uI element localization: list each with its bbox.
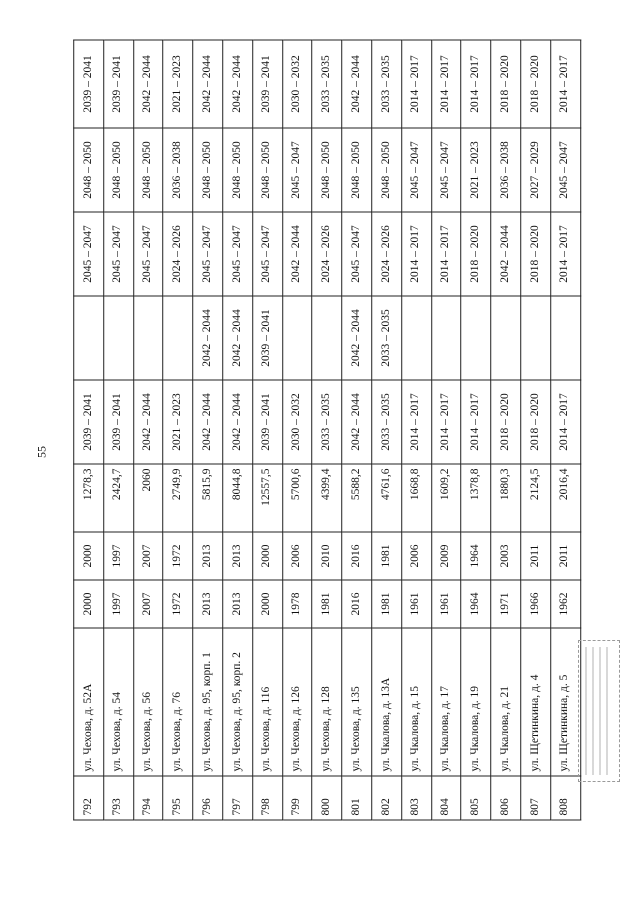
page-number: 55 [34, 446, 49, 458]
period-cell: 2014 – 2017 [461, 40, 491, 128]
period-cell: 2018 – 2020 [521, 212, 551, 296]
period-cell: 2021 – 2023 [461, 128, 491, 212]
year-cell: 2010 [312, 532, 342, 580]
year-cell: 1972 [163, 532, 193, 580]
period-cell: 2045 – 2047 [74, 212, 104, 296]
area-cell: 1278,3 [74, 464, 104, 532]
row-number: 795 [163, 776, 193, 820]
address-cell: ул. Чехова, д. 126 [282, 628, 312, 776]
table-row [431, 40, 461, 820]
period-cell: 2045 – 2047 [431, 128, 461, 212]
address-cell: ул. Чкалова, д. 13А [372, 628, 402, 776]
year-cell: 2006 [401, 532, 431, 580]
period-cell: 2033 – 2035 [372, 380, 402, 464]
year-cell: 2011 [550, 532, 580, 580]
period-cell [282, 296, 312, 380]
table-row [342, 40, 372, 820]
year-cell: 2007 [133, 532, 163, 580]
year-built-cell: 2013 [223, 580, 253, 628]
period-cell: 2045 – 2047 [223, 212, 253, 296]
period-cell: 2014 – 2017 [401, 212, 431, 296]
period-cell: 2036 – 2038 [491, 128, 521, 212]
table-container [82, 40, 572, 820]
address-cell: ул. Чехова, д. 56 [133, 628, 163, 776]
period-cell: 2048 – 2050 [104, 128, 134, 212]
year-built-cell: 2016 [342, 580, 372, 628]
period-cell: 2014 – 2017 [550, 380, 580, 464]
area-cell: 4399,4 [312, 464, 342, 532]
period-cell: 2033 – 2035 [312, 380, 342, 464]
year-built-cell: 1978 [282, 580, 312, 628]
period-cell [401, 296, 431, 380]
table-row [193, 40, 223, 820]
table-row [372, 40, 402, 820]
period-cell [104, 296, 134, 380]
period-cell: 2045 – 2047 [253, 212, 283, 296]
year-built-cell: 1972 [163, 580, 193, 628]
year-built-cell: 1962 [550, 580, 580, 628]
period-cell: 2045 – 2047 [401, 128, 431, 212]
year-cell: 2000 [253, 532, 283, 580]
year-built-cell: 1981 [372, 580, 402, 628]
table-body [74, 40, 581, 820]
period-cell: 2014 – 2017 [550, 40, 580, 128]
period-cell: 2033 – 2035 [372, 296, 402, 380]
period-cell: 2024 – 2026 [163, 212, 193, 296]
period-cell: 2042 – 2044 [223, 380, 253, 464]
area-cell: 2060 [133, 464, 163, 532]
period-cell: 2042 – 2044 [133, 380, 163, 464]
period-cell: 2018 – 2020 [491, 40, 521, 128]
year-cell: 2013 [193, 532, 223, 580]
area-cell: 5700,6 [282, 464, 312, 532]
period-cell: 2045 – 2047 [133, 212, 163, 296]
row-number: 802 [372, 776, 402, 820]
period-cell: 2042 – 2044 [342, 40, 372, 128]
address-cell: ул. Чкалова, д. 17 [431, 628, 461, 776]
period-cell: 2048 – 2050 [74, 128, 104, 212]
row-number: 806 [491, 776, 521, 820]
year-built-cell: 2000 [253, 580, 283, 628]
period-cell [74, 296, 104, 380]
period-cell: 2030 – 2032 [282, 380, 312, 464]
period-cell: 2039 – 2041 [253, 40, 283, 128]
period-cell: 2039 – 2041 [74, 40, 104, 128]
table-row [312, 40, 342, 820]
area-cell: 8044,8 [223, 464, 253, 532]
period-cell: 2039 – 2041 [104, 380, 134, 464]
period-cell: 2018 – 2020 [491, 380, 521, 464]
area-cell: 5815,9 [193, 464, 223, 532]
area-cell: 5588,2 [342, 464, 372, 532]
period-cell: 2024 – 2026 [372, 212, 402, 296]
period-cell: 2042 – 2044 [223, 296, 253, 380]
address-cell: ул. Чехова, д. 76 [163, 628, 193, 776]
period-cell: 2048 – 2050 [342, 128, 372, 212]
row-number: 807 [521, 776, 551, 820]
address-cell: ул. Чехова, д. 95, корп. 1 [193, 628, 223, 776]
table-row [401, 40, 431, 820]
period-cell: 2048 – 2050 [193, 128, 223, 212]
row-number: 799 [282, 776, 312, 820]
row-number: 805 [461, 776, 491, 820]
period-cell: 2045 – 2047 [550, 128, 580, 212]
period-cell [461, 296, 491, 380]
area-cell: 12557,5 [253, 464, 283, 532]
address-cell: ул. Чкалова, д. 15 [401, 628, 431, 776]
period-cell: 2039 – 2041 [253, 380, 283, 464]
year-built-cell: 1981 [312, 580, 342, 628]
period-cell: 2042 – 2044 [193, 40, 223, 128]
area-cell: 2424,7 [104, 464, 134, 532]
period-cell: 2014 – 2017 [401, 40, 431, 128]
period-cell [521, 296, 551, 380]
period-cell: 2039 – 2041 [74, 380, 104, 464]
year-cell: 2016 [342, 532, 372, 580]
period-cell [550, 296, 580, 380]
period-cell: 2024 – 2026 [312, 212, 342, 296]
year-built-cell: 2007 [133, 580, 163, 628]
period-cell: 2045 – 2047 [282, 128, 312, 212]
year-built-cell: 2000 [74, 580, 104, 628]
address-cell: ул. Чехова, д. 52А [74, 628, 104, 776]
period-cell: 2042 – 2044 [282, 212, 312, 296]
period-cell [163, 296, 193, 380]
period-cell: 2014 – 2017 [401, 380, 431, 464]
period-cell: 2048 – 2050 [372, 128, 402, 212]
year-built-cell: 1997 [104, 580, 134, 628]
period-cell: 2033 – 2035 [372, 40, 402, 128]
table-row [491, 40, 521, 820]
area-cell: 1378,8 [461, 464, 491, 532]
period-cell: 2048 – 2050 [312, 128, 342, 212]
address-cell: ул. Чехова, д. 116 [253, 628, 283, 776]
row-number: 801 [342, 776, 372, 820]
row-number: 793 [104, 776, 134, 820]
period-cell: 2042 – 2044 [193, 296, 223, 380]
year-built-cell: 1971 [491, 580, 521, 628]
year-built-cell: 1961 [401, 580, 431, 628]
period-cell: 2014 – 2017 [461, 380, 491, 464]
table-row [282, 40, 312, 820]
period-cell: 2039 – 2041 [104, 40, 134, 128]
area-cell: 1880,3 [491, 464, 521, 532]
year-cell: 2011 [521, 532, 551, 580]
row-number: 803 [401, 776, 431, 820]
period-cell: 2042 – 2044 [193, 380, 223, 464]
year-cell: 1981 [372, 532, 402, 580]
area-cell: 1609,2 [431, 464, 461, 532]
year-built-cell: 2013 [193, 580, 223, 628]
period-cell: 2033 – 2035 [312, 40, 342, 128]
period-cell [491, 296, 521, 380]
table-row [223, 40, 253, 820]
year-built-cell: 1966 [521, 580, 551, 628]
area-cell: 2124,5 [521, 464, 551, 532]
area-cell: 2749,9 [163, 464, 193, 532]
year-cell: 2009 [431, 532, 461, 580]
row-number: 800 [312, 776, 342, 820]
year-cell: 2006 [282, 532, 312, 580]
period-cell: 2042 – 2044 [491, 212, 521, 296]
period-cell: 2021 – 2023 [163, 40, 193, 128]
period-cell: 2018 – 2020 [521, 380, 551, 464]
row-number: 797 [223, 776, 253, 820]
year-cell: 2013 [223, 532, 253, 580]
period-cell: 2048 – 2050 [253, 128, 283, 212]
year-cell: 1997 [104, 532, 134, 580]
row-number: 792 [74, 776, 104, 820]
year-built-cell: 1964 [461, 580, 491, 628]
area-cell: 2016,4 [550, 464, 580, 532]
period-cell: 2042 – 2044 [223, 40, 253, 128]
table-row [253, 40, 283, 820]
address-cell: ул. Чехова, д. 135 [342, 628, 372, 776]
row-number: 804 [431, 776, 461, 820]
row-number: 796 [193, 776, 223, 820]
address-cell: ул. Чкалова, д. 21 [491, 628, 521, 776]
row-number: 798 [253, 776, 283, 820]
table-row [521, 40, 551, 820]
period-cell: 2048 – 2050 [133, 128, 163, 212]
period-cell: 2045 – 2047 [104, 212, 134, 296]
table-row [104, 40, 134, 820]
area-cell: 1668,8 [401, 464, 431, 532]
period-cell: 2014 – 2017 [550, 212, 580, 296]
period-cell: 2036 – 2038 [163, 128, 193, 212]
period-cell: 2042 – 2044 [342, 380, 372, 464]
period-cell: 2014 – 2017 [431, 212, 461, 296]
period-cell: 2042 – 2044 [133, 40, 163, 128]
row-number: 794 [133, 776, 163, 820]
year-cell: 2000 [74, 532, 104, 580]
housing-repair-table [73, 40, 581, 821]
period-cell: 2030 – 2032 [282, 40, 312, 128]
period-cell: 2042 – 2044 [342, 296, 372, 380]
address-cell: ул. Чехова, д. 54 [104, 628, 134, 776]
year-cell: 1964 [461, 532, 491, 580]
period-cell: 2021 – 2023 [163, 380, 193, 464]
address-cell: ул. Чкалова, д. 19 [461, 628, 491, 776]
approval-stamp [578, 640, 620, 782]
year-cell: 2003 [491, 532, 521, 580]
period-cell: 2045 – 2047 [342, 212, 372, 296]
year-built-cell: 1961 [431, 580, 461, 628]
table-row [133, 40, 163, 820]
period-cell: 2018 – 2020 [521, 40, 551, 128]
period-cell: 2014 – 2017 [431, 40, 461, 128]
period-cell: 2018 – 2020 [461, 212, 491, 296]
period-cell [312, 296, 342, 380]
period-cell: 2048 – 2050 [223, 128, 253, 212]
table-row [163, 40, 193, 820]
address-cell: ул. Чехова, д. 95, корп. 2 [223, 628, 253, 776]
period-cell: 2014 – 2017 [431, 380, 461, 464]
table-row [74, 40, 104, 820]
period-cell: 2027 – 2029 [521, 128, 551, 212]
area-cell: 4761,6 [372, 464, 402, 532]
period-cell [431, 296, 461, 380]
period-cell [133, 296, 163, 380]
address-cell: ул. Чехова, д. 128 [312, 628, 342, 776]
row-number: 808 [550, 776, 580, 820]
table-row [461, 40, 491, 820]
table-row [550, 40, 580, 820]
address-cell: ул. Щетинкина, д. 5 [550, 628, 580, 776]
period-cell: 2045 – 2047 [193, 212, 223, 296]
address-cell: ул. Щетинкина, д. 4 [521, 628, 551, 776]
period-cell: 2039 – 2041 [253, 296, 283, 380]
